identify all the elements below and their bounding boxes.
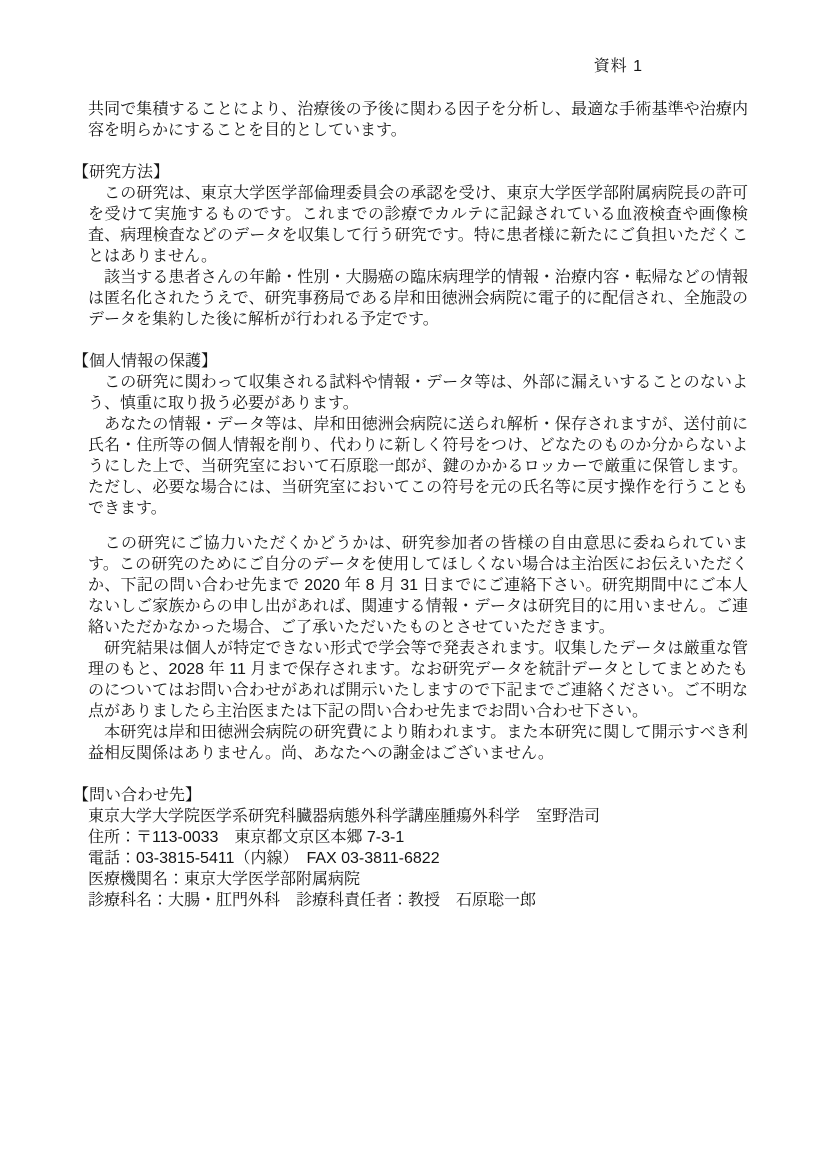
contact-address-line: 住所：〒113-0033 東京都文京区本郷 7-3-1: [88, 829, 405, 846]
reference-label: 資料 1: [593, 58, 643, 75]
contact-affiliation-line: 東京大学大学院医学系研究科臓器病態外科学講座腫瘍外科学 室野浩司: [88, 808, 601, 825]
section-personal-info: [73, 351, 748, 764]
data-handling-paragraph: あなたの情報・データ等は、岸和田徳洲会病院に送られ解析・保存されますが、送付前に氏名・住所等の個人情報を削り、代わりに新しく符号をつけ、どなたのものか分からないようにした上で、当研究室において石原聡一郎が、鍵のかかるロッカーで厳重に保管します。ただし、必要な場合には、当研究室においてこの符号を元の氏名等に戻す操作を行うこともできます。: [88, 416, 748, 517]
funding-paragraph: 本研究は岸和田徳洲会病院の研究費により賄われます。また本研究に関して開示すべき利益相反関係はありません。尚、あなたへの謝金はございません。: [88, 724, 748, 762]
research-method-paragraph: 該当する患者さんの年齢・性別・大腸癌の臨床病理学的情報・治療内容・転帰などの情報は匿名化されたうえで、研究事務局である岸和田徳洲会病院に電子的に配信され、全施設のデータを集約した後に解析が行われる予定です。: [88, 269, 748, 328]
research-method-paragraph: この研究は、東京大学医学部倫理委員会の承認を受け、東京大学医学部附属病院長の許可を受けて実施するものです。これまでの診療でカルテに記録されている血液検査や画像検査、病理検査などのデータを収集して行う研究です。特に患者様に新たにご負担いただくことはありません。: [88, 185, 748, 265]
personal-info-heading: 【個人情報の保護】: [73, 353, 218, 370]
intro-paragraph: 共同で集積することにより、治療後の予後に関わる因子を分析し、最適な手術基準や治療内容を明らかにすることを目的としています。: [88, 101, 748, 139]
section-research-method: [73, 162, 748, 330]
contact-department-line: 診療科名：大腸・肛門外科 診療科責任者：教授 石原聡一郎: [88, 892, 537, 909]
results-publication-paragraph: 研究結果は個人が特定できない形式で学会等で発表されます。収集したデータは厳重な管理のもと、2028 年 11 月まで保存されます。なお研究データを統計データとしてまとめたものについてはお問い合わせがあれば開示いたしますので下記までご連絡ください。ご不明な点がありましたら主治医または下記の問い合わせ先までお問い合わせ下さい。: [88, 640, 748, 720]
contact-institution-line: 医療機関名：東京大学医学部附属病院: [88, 871, 361, 888]
contact-heading: 【問い合わせ先】: [73, 787, 202, 804]
personal-info-paragraph: この研究に関わって収集される試料や情報・データ等は、外部に漏えいすることのないよう、慎重に取り扱う必要があります。: [88, 374, 748, 412]
consent-paragraph: この研究にご協力いただくかどうかは、研究参加者の皆様の自由意思に委ねられています。この研究のためにご自分のデータを使用してほしくない場合は主治医にお伝えいただくか、下記の問い合わせ先まで 2020 年 8 月 31 日までにご連絡下さい。研究期間中にご本人ないしご家族からの申し出があれば、関連する情報・データは研究目的に用いません。ご連絡いただかなかった場合、ご了承いただいたものとさせていただきます。: [88, 535, 748, 636]
contact-phone-line: 電話：03-3815-5411（内線） FAX 03-3811-6822: [88, 850, 440, 867]
section-contact: [73, 785, 748, 911]
research-method-heading: 【研究方法】: [73, 164, 170, 181]
